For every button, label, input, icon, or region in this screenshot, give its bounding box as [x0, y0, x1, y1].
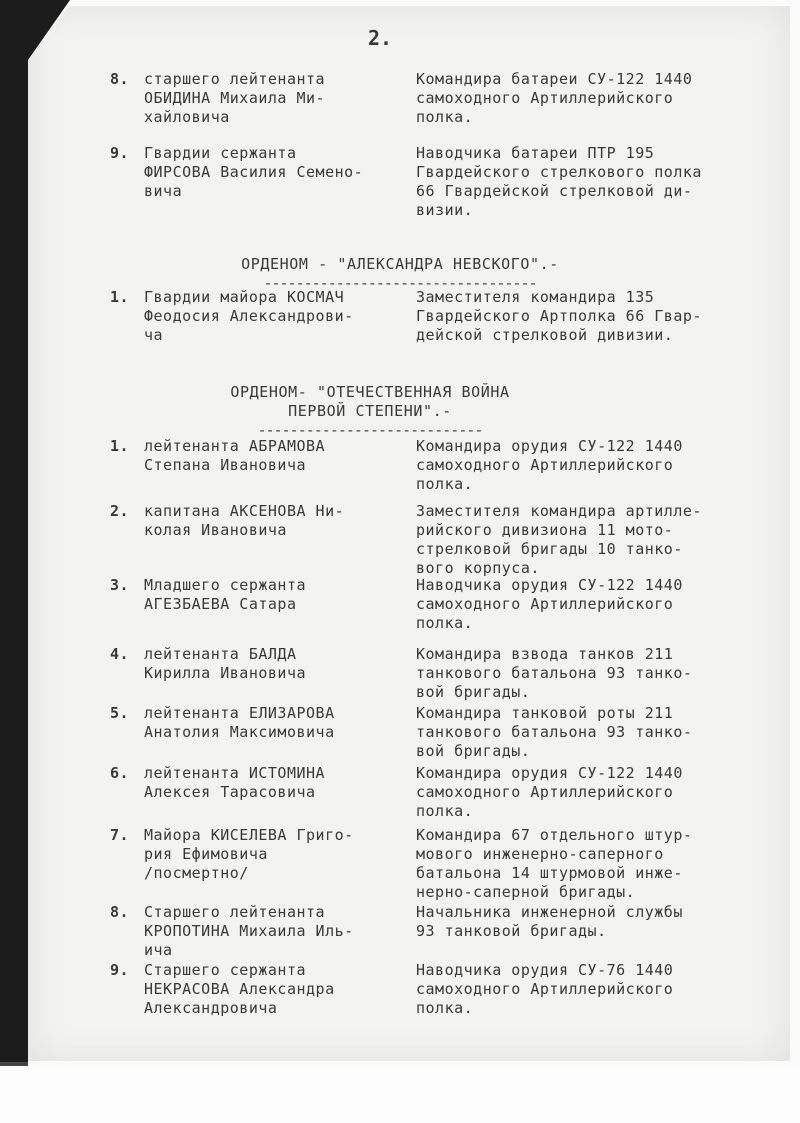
awardee-position: Командира орудия СУ-122 1440 самоходного Артиллерийского полка. — [416, 437, 683, 493]
awardee-name: Старшего сержанта НЕКРАСОВА Александра Александровича — [144, 961, 335, 1017]
awardee-name: Старшего лейтенанта КРОПОТИНА Михаила Иль- ича — [144, 903, 354, 959]
awardee-name: лейтенанта БАЛДА Кирилла Ивановича — [144, 645, 307, 682]
heading-underline: ---------------------------------- — [263, 274, 537, 292]
awardee-name: Младшего сержанта АГЕЗБАЕВА Сатара — [144, 576, 307, 613]
entry-number: 6. — [110, 764, 130, 782]
entry-number: 3. — [110, 576, 130, 594]
awardee-position: Заместителя командира 135 Гвардейского Артполка 66 Гвар- дейской стрелковой дивизии. — [416, 288, 702, 344]
heading-underline: ---------------------------- — [257, 421, 483, 439]
awardee-name: лейтенанта ЕЛИЗАРОВА Анатолия Максимовича — [144, 704, 335, 741]
awardee-position: Командира батареи СУ-122 1440 самоходного Артиллерийского полка. — [416, 70, 693, 126]
entry-number: 9. — [110, 961, 130, 979]
awardee-position: Наводчика орудия СУ-122 1440 самоходного Артиллерийского полка. — [416, 576, 683, 632]
entry-number: 2. — [110, 502, 130, 520]
entry-number: 1. — [110, 288, 130, 306]
awardee-name: капитана АКСЕНОВА Ни- колая Ивановича — [144, 502, 345, 539]
heading-text: ОРДЕНОМ- "ОТЕЧЕСТВЕННАЯ ВОЙНА ПЕРВОЙ СТЕПЕНИ".- — [230, 383, 510, 420]
awardee-position: Наводчика орудия СУ-76 1440 самоходного Артиллерийского полка. — [416, 961, 674, 1017]
awardee-position: Командира взвода танков 211 танкового батальона 93 танко- вой бригады. — [416, 645, 693, 701]
entry-number: 8. — [110, 70, 130, 88]
awardee-name: старшего лейтенанта ОБИДИНА Михаила Ми- хайловича — [144, 70, 326, 126]
awardee-name: лейтенанта ИСТОМИНА Алексея Тарасовича — [144, 764, 326, 801]
awardee-position: Командира орудия СУ-122 1440 самоходного Артиллерийского полка. — [416, 764, 683, 820]
heading-text: ОРДЕНОМ - "АЛЕКСАНДРА НЕВСКОГО".- — [241, 255, 559, 273]
awardee-position: Начальника инженерной службы 93 танковой бригады. — [416, 903, 683, 940]
entry-number: 5. — [110, 704, 130, 722]
entry-number: 8. — [110, 903, 130, 921]
entry-number: 1. — [110, 437, 130, 455]
awardee-position: Наводчика батареи ПТР 195 Гвардейского стрелкового полка 66 Гвардейской стрелковой ди- визии. — [416, 144, 702, 219]
entry-number: 4. — [110, 645, 130, 663]
entry-number: 9. — [110, 144, 130, 162]
awardee-position: Заместителя командира артилле- рийского дивизиона 11 мото- стрелковой бригады 10 танко- вого корпуса. — [416, 502, 702, 577]
awardee-name: Майора КИСЕЛЕВА Григо- рия Ефимовича /посмертно/ — [144, 826, 354, 882]
awardee-name: Гвардии сержанта ФИРСОВА Василия Семено- вича — [144, 144, 364, 200]
entry-number: 7. — [110, 826, 130, 844]
page-number: 2. — [368, 26, 393, 50]
awardee-name: лейтенанта АБРАМОВА Степана Ивановича — [144, 437, 326, 474]
awardee-position: Командира 67 отдельного штур- мового инженерно-саперного батальона 14 штурмовой инже- нерно-саперной бригады. — [416, 826, 693, 901]
awardee-name: Гвардии майора КОСМАЧ Феодосия Александрови- ча — [144, 288, 354, 344]
awardee-position: Командира танковой роты 211 танкового батальона 93 танко- вой бригады. — [416, 704, 693, 760]
